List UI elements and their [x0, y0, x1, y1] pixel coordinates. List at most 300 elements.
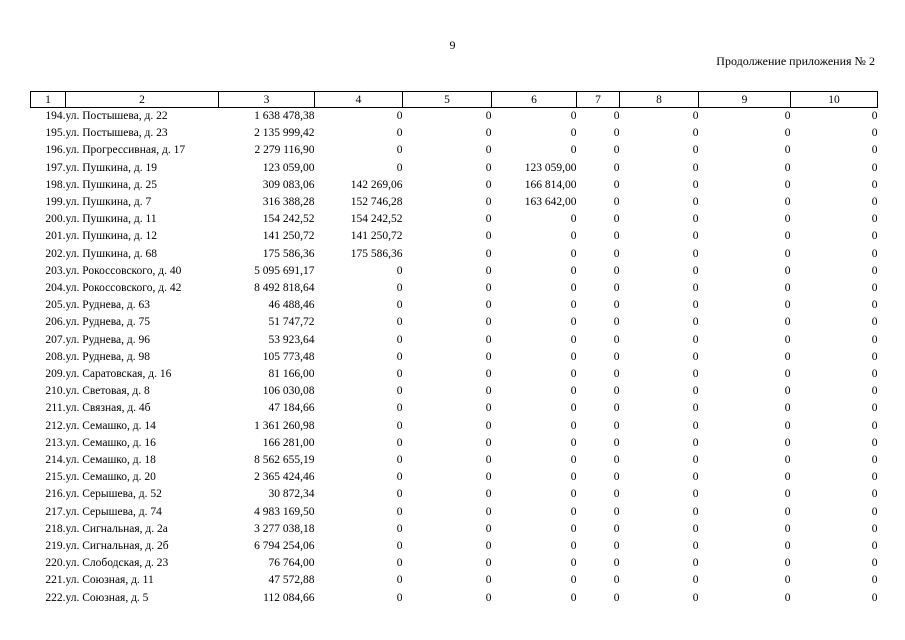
- column-5-cell: 0: [485, 436, 492, 449]
- amount-cell: 105 773,48: [262, 350, 315, 363]
- column-9-cell: 0: [784, 522, 791, 535]
- column-8-cell: 0: [692, 178, 699, 191]
- row-number: 211.: [45, 402, 66, 415]
- column-10-cell: 0: [871, 196, 878, 209]
- row-number: 208.: [45, 350, 66, 363]
- column-10-cell: 0: [871, 419, 878, 432]
- column-5-cell: 0: [485, 471, 492, 484]
- column-10-cell: 0: [871, 247, 878, 260]
- column-7-cell: 0: [613, 213, 620, 226]
- column-7-cell: 0: [613, 574, 620, 587]
- column-9-cell: 0: [784, 144, 791, 157]
- column-10-cell: 0: [871, 471, 878, 484]
- column-header-4: 4: [315, 92, 403, 108]
- table-row: [31, 280, 878, 297]
- column-8-cell: 0: [692, 110, 699, 122]
- address-cell: ул. Пушкина, д. 25: [65, 178, 157, 191]
- address-cell: ул. Световая, д. 8: [65, 385, 150, 398]
- address-cell: ул. Семашко, д. 16: [65, 436, 156, 449]
- page-number: 9: [449, 38, 456, 52]
- column-5-cell: 0: [485, 196, 492, 209]
- row-number: 219.: [45, 540, 66, 553]
- column-5-cell: 0: [485, 540, 492, 553]
- column-header-9: 9: [699, 92, 791, 108]
- column-9-cell: 0: [784, 540, 791, 553]
- row-number: 204.: [45, 282, 66, 295]
- column-8-cell: 0: [692, 471, 699, 484]
- column-8-cell: 0: [692, 454, 699, 467]
- column-header-10: 10: [791, 92, 878, 108]
- amount-cell: 30 872,34: [268, 488, 315, 501]
- table-row: [31, 452, 878, 469]
- address-cell: ул. Пушкина, д. 12: [65, 230, 157, 243]
- column-9-cell: 0: [784, 127, 791, 140]
- row-number: 196.: [45, 144, 66, 157]
- column-4-cell: 0: [396, 488, 403, 501]
- column-8-cell: 0: [692, 282, 699, 295]
- column-7-cell: 0: [613, 540, 620, 553]
- address-cell: ул. Пушкина, д. 11: [65, 213, 157, 226]
- column-4-cell: 0: [396, 350, 403, 363]
- row-number: 209.: [45, 368, 66, 381]
- row-number: 218.: [45, 522, 66, 535]
- column-4-cell: 0: [396, 557, 403, 570]
- table-row: [31, 314, 878, 331]
- column-8-cell: 0: [692, 144, 699, 157]
- address-cell: ул. Руднева, д. 96: [65, 333, 150, 346]
- column-6-cell: 0: [570, 402, 577, 415]
- address-cell: ул. Серышева, д. 52: [65, 488, 162, 501]
- column-5-cell: 0: [485, 488, 492, 501]
- column-10-cell: 0: [871, 385, 878, 398]
- column-10-cell: 0: [871, 161, 878, 174]
- table-row: [31, 160, 878, 177]
- table-body: [31, 108, 878, 607]
- column-6-cell: 0: [570, 264, 577, 277]
- column-9-cell: 0: [784, 419, 791, 432]
- amount-cell: 106 030,08: [262, 385, 315, 398]
- column-10-cell: 0: [871, 110, 878, 122]
- column-9-cell: 0: [784, 385, 791, 398]
- column-10-cell: 0: [871, 350, 878, 363]
- column-8-cell: 0: [692, 557, 699, 570]
- column-4-cell: 0: [396, 540, 403, 553]
- amount-cell: 2 135 999,42: [254, 127, 315, 140]
- column-7-cell: 0: [613, 299, 620, 312]
- data-table: [30, 91, 878, 607]
- amount-cell: 3 277 038,18: [254, 522, 315, 535]
- column-8-cell: 0: [692, 196, 699, 209]
- column-7-cell: 0: [613, 522, 620, 535]
- column-8-cell: 0: [692, 402, 699, 415]
- column-8-cell: 0: [692, 540, 699, 553]
- column-5-cell: 0: [485, 161, 492, 174]
- column-10-cell: 0: [871, 540, 878, 553]
- column-7-cell: 0: [613, 471, 620, 484]
- amount-cell: 8 492 818,64: [254, 282, 315, 295]
- column-6-cell: 0: [570, 385, 577, 398]
- column-9-cell: 0: [784, 488, 791, 501]
- address-cell: ул. Пушкина, д. 68: [65, 247, 157, 260]
- column-9-cell: 0: [784, 178, 791, 191]
- column-8-cell: 0: [692, 299, 699, 312]
- column-5-cell: 0: [485, 385, 492, 398]
- row-number: 198.: [45, 178, 66, 191]
- column-6-cell: 0: [570, 350, 577, 363]
- column-7-cell: 0: [613, 178, 620, 191]
- table-row: [31, 435, 878, 452]
- column-4-cell: 0: [396, 574, 403, 587]
- address-cell: ул. Руднева, д. 75: [65, 316, 150, 329]
- column-9-cell: 0: [784, 350, 791, 363]
- row-number: 206.: [45, 316, 66, 329]
- amount-cell: 154 242,52: [262, 213, 315, 226]
- table-row: [31, 572, 878, 589]
- table-row: [31, 383, 878, 400]
- column-4-cell: 175 586,36: [350, 247, 403, 260]
- column-8-cell: 0: [692, 247, 699, 260]
- column-8-cell: 0: [692, 436, 699, 449]
- column-6-cell: 0: [570, 299, 577, 312]
- column-9-cell: 0: [784, 505, 791, 518]
- column-7-cell: 0: [613, 144, 620, 157]
- table-row: [31, 469, 878, 486]
- column-6-cell: 0: [570, 574, 577, 587]
- column-8-cell: 0: [692, 488, 699, 501]
- address-cell: ул. Связная, д. 4б: [65, 402, 151, 415]
- column-9-cell: 0: [784, 282, 791, 295]
- column-8-cell: 0: [692, 505, 699, 518]
- address-cell: ул. Союзная, д. 11: [65, 574, 154, 587]
- amount-cell: 141 250,72: [262, 230, 315, 243]
- column-4-cell: 0: [396, 127, 403, 140]
- column-5-cell: 0: [485, 282, 492, 295]
- address-cell: ул. Рокоссовского, д. 40: [65, 264, 182, 277]
- table-row: [31, 177, 878, 194]
- row-number: 201.: [45, 230, 66, 243]
- table-row: [31, 228, 878, 245]
- column-9-cell: 0: [784, 316, 791, 329]
- column-4-cell: 141 250,72: [350, 230, 403, 243]
- table-row: [31, 504, 878, 521]
- column-4-cell: 152 746,28: [350, 196, 403, 209]
- row-number: 195.: [45, 127, 66, 140]
- row-number: 202.: [45, 247, 66, 260]
- column-5-cell: 0: [485, 264, 492, 277]
- address-cell: ул. Пушкина, д. 19: [65, 161, 157, 174]
- column-10-cell: 0: [871, 436, 878, 449]
- table-row: [31, 590, 878, 607]
- table-row: [31, 194, 878, 211]
- column-9-cell: 0: [784, 213, 791, 226]
- column-5-cell: 0: [485, 368, 492, 381]
- column-8-cell: 0: [692, 419, 699, 432]
- column-7-cell: 0: [613, 402, 620, 415]
- address-cell: ул. Семашко, д. 18: [65, 454, 156, 467]
- column-6-cell: 0: [570, 247, 577, 260]
- amount-cell: 316 388,28: [262, 196, 315, 209]
- column-7-cell: 0: [613, 196, 620, 209]
- column-9-cell: 0: [784, 402, 791, 415]
- column-9-cell: 0: [784, 574, 791, 587]
- column-4-cell: 0: [396, 436, 403, 449]
- column-6-cell: 0: [570, 333, 577, 346]
- column-6-cell: 123 059,00: [524, 161, 577, 174]
- column-9-cell: 0: [784, 471, 791, 484]
- column-10-cell: 0: [871, 505, 878, 518]
- column-5-cell: 0: [485, 419, 492, 432]
- column-6-cell: 0: [570, 488, 577, 501]
- table-row: [31, 349, 878, 366]
- column-header-7: 7: [577, 92, 620, 108]
- column-10-cell: 0: [871, 178, 878, 191]
- column-7-cell: 0: [613, 385, 620, 398]
- row-number: 199.: [45, 196, 66, 209]
- column-8-cell: 0: [692, 316, 699, 329]
- column-6-cell: 0: [570, 454, 577, 467]
- column-8-cell: 0: [692, 333, 699, 346]
- column-5-cell: 0: [485, 316, 492, 329]
- column-4-cell: 0: [396, 522, 403, 535]
- column-4-cell: 0: [396, 368, 403, 381]
- column-5-cell: 0: [485, 178, 492, 191]
- column-7-cell: 0: [613, 264, 620, 277]
- address-cell: ул. Саратовская, д. 16: [65, 368, 172, 381]
- column-9-cell: 0: [784, 368, 791, 381]
- column-4-cell: 0: [396, 299, 403, 312]
- column-4-cell: 0: [396, 385, 403, 398]
- column-5-cell: 0: [485, 350, 492, 363]
- table-row: [31, 263, 878, 280]
- column-5-cell: 0: [485, 557, 492, 570]
- column-10-cell: 0: [871, 454, 878, 467]
- column-9-cell: 0: [784, 591, 791, 604]
- row-number: 194.: [45, 110, 66, 122]
- appendix-continuation-title: Продолжение приложения № 2: [716, 54, 875, 68]
- row-number: 205.: [45, 299, 66, 312]
- column-10-cell: 0: [871, 299, 878, 312]
- column-6-cell: 0: [570, 127, 577, 140]
- column-7-cell: 0: [613, 505, 620, 518]
- column-5-cell: 0: [485, 127, 492, 140]
- column-4-cell: 0: [396, 505, 403, 518]
- column-9-cell: 0: [784, 161, 791, 174]
- row-number: 200.: [45, 213, 66, 226]
- column-9-cell: 0: [784, 333, 791, 346]
- column-8-cell: 0: [692, 522, 699, 535]
- column-4-cell: 142 269,06: [350, 178, 403, 191]
- column-10-cell: 0: [871, 368, 878, 381]
- column-4-cell: 0: [396, 454, 403, 467]
- address-cell: ул. Рокоссовского, д. 42: [65, 282, 182, 295]
- column-6-cell: 0: [570, 522, 577, 535]
- column-6-cell: 0: [570, 471, 577, 484]
- column-7-cell: 0: [613, 247, 620, 260]
- table-row: [31, 555, 878, 572]
- column-6-cell: 0: [570, 230, 577, 243]
- column-10-cell: 0: [871, 213, 878, 226]
- column-10-cell: 0: [871, 574, 878, 587]
- row-number: 212.: [45, 419, 66, 432]
- column-6-cell: 0: [570, 591, 577, 604]
- column-7-cell: 0: [613, 591, 620, 604]
- column-10-cell: 0: [871, 230, 878, 243]
- column-7-cell: 0: [613, 282, 620, 295]
- row-number: 220.: [45, 557, 66, 570]
- amount-cell: 2 279 116,90: [254, 144, 315, 157]
- column-9-cell: 0: [784, 230, 791, 243]
- column-4-cell: 0: [396, 161, 403, 174]
- column-7-cell: 0: [613, 127, 620, 140]
- table-row: [31, 332, 878, 349]
- column-header-2: 2: [66, 92, 219, 108]
- column-5-cell: 0: [485, 333, 492, 346]
- column-9-cell: 0: [784, 196, 791, 209]
- column-10-cell: 0: [871, 522, 878, 535]
- table-row: [31, 108, 878, 126]
- table-row: [31, 297, 878, 314]
- column-header-5: 5: [403, 92, 492, 108]
- column-9-cell: 0: [784, 557, 791, 570]
- column-8-cell: 0: [692, 230, 699, 243]
- table-row: [31, 211, 878, 228]
- column-9-cell: 0: [784, 454, 791, 467]
- column-9-cell: 0: [784, 110, 791, 122]
- column-8-cell: 0: [692, 350, 699, 363]
- amount-cell: 53 923,64: [268, 333, 315, 346]
- amount-cell: 47 572,88: [268, 574, 315, 587]
- column-6-cell: 0: [570, 557, 577, 570]
- column-10-cell: 0: [871, 488, 878, 501]
- amount-cell: 112 084,66: [263, 591, 315, 604]
- column-10-cell: 0: [871, 316, 878, 329]
- column-7-cell: 0: [613, 454, 620, 467]
- address-cell: ул. Сигнальная, д. 2б: [65, 540, 169, 553]
- column-5-cell: 0: [485, 299, 492, 312]
- column-8-cell: 0: [692, 385, 699, 398]
- column-6-cell: 166 814,00: [524, 178, 577, 191]
- table-row: [31, 142, 878, 159]
- table-row: [31, 486, 878, 503]
- amount-cell: 2 365 424,46: [254, 471, 315, 484]
- address-cell: ул. Постышева, д. 22: [65, 110, 168, 122]
- column-4-cell: 0: [396, 316, 403, 329]
- column-6-cell: 0: [570, 316, 577, 329]
- amount-cell: 46 488,46: [268, 299, 315, 312]
- address-cell: ул. Союзная, д. 5: [65, 591, 149, 604]
- amount-cell: 166 281,00: [262, 436, 315, 449]
- column-5-cell: 0: [485, 110, 492, 122]
- table-header: [31, 92, 878, 108]
- column-5-cell: 0: [485, 247, 492, 260]
- amount-cell: 8 562 655,19: [254, 454, 315, 467]
- column-5-cell: 0: [485, 505, 492, 518]
- column-10-cell: 0: [871, 591, 878, 604]
- column-6-cell: 0: [570, 368, 577, 381]
- column-6-cell: 0: [570, 419, 577, 432]
- header-row: [31, 92, 878, 108]
- address-cell: ул. Семашко, д. 20: [65, 471, 156, 484]
- row-number: 222.: [45, 591, 66, 604]
- address-cell: ул. Руднева, д. 98: [65, 350, 150, 363]
- table-row: [31, 400, 878, 417]
- column-10-cell: 0: [871, 144, 878, 157]
- column-4-cell: 0: [396, 471, 403, 484]
- row-number: 217.: [45, 505, 66, 518]
- column-6-cell: 0: [570, 144, 577, 157]
- column-9-cell: 0: [784, 436, 791, 449]
- column-9-cell: 0: [784, 299, 791, 312]
- column-5-cell: 0: [485, 591, 492, 604]
- column-5-cell: 0: [485, 454, 492, 467]
- column-6-cell: 163 642,00: [524, 196, 577, 209]
- table-row: [31, 521, 878, 538]
- column-4-cell: 154 242,52: [350, 213, 403, 226]
- row-number: 216.: [45, 488, 66, 501]
- column-7-cell: 0: [613, 368, 620, 381]
- column-6-cell: 0: [570, 282, 577, 295]
- column-4-cell: 0: [396, 144, 403, 157]
- column-4-cell: 0: [396, 110, 403, 122]
- column-4-cell: 0: [396, 402, 403, 415]
- column-header-1: 1: [31, 92, 66, 108]
- amount-cell: 4 983 169,50: [254, 505, 315, 518]
- address-cell: ул. Сигнальная, д. 2а: [65, 522, 168, 535]
- row-number: 210.: [45, 385, 66, 398]
- column-10-cell: 0: [871, 127, 878, 140]
- column-header-6: 6: [492, 92, 577, 108]
- amount-cell: 76 764,00: [268, 557, 315, 570]
- column-4-cell: 0: [396, 333, 403, 346]
- column-10-cell: 0: [871, 557, 878, 570]
- amount-cell: 47 184,66: [268, 402, 315, 415]
- column-7-cell: 0: [613, 557, 620, 570]
- column-5-cell: 0: [485, 230, 492, 243]
- amount-cell: 175 586,36: [262, 247, 315, 260]
- amount-cell: 1 638 478,38: [254, 110, 315, 122]
- column-header-8: 8: [620, 92, 699, 108]
- column-4-cell: 0: [396, 419, 403, 432]
- address-cell: ул. Слободская, д. 23: [65, 557, 169, 570]
- table-row: [31, 125, 878, 142]
- amount-cell: 123 059,00: [262, 161, 315, 174]
- column-7-cell: 0: [613, 350, 620, 363]
- table-row: [31, 246, 878, 263]
- column-header-3: 3: [219, 92, 315, 108]
- column-10-cell: 0: [871, 402, 878, 415]
- column-6-cell: 0: [570, 540, 577, 553]
- amount-cell: 1 361 260,98: [254, 419, 315, 432]
- column-7-cell: 0: [613, 110, 620, 122]
- column-5-cell: 0: [485, 144, 492, 157]
- column-8-cell: 0: [692, 264, 699, 277]
- row-number: 214.: [45, 454, 66, 467]
- column-4-cell: 0: [396, 282, 403, 295]
- column-4-cell: 0: [396, 591, 403, 604]
- row-number: 207.: [45, 333, 66, 346]
- amount-cell: 51 747,72: [268, 316, 315, 329]
- column-10-cell: 0: [871, 282, 878, 295]
- column-8-cell: 0: [692, 127, 699, 140]
- column-5-cell: 0: [485, 522, 492, 535]
- row-number: 221.: [45, 574, 66, 587]
- column-4-cell: 0: [396, 264, 403, 277]
- row-number: 215.: [45, 471, 66, 484]
- column-7-cell: 0: [613, 230, 620, 243]
- row-number: 203.: [45, 264, 66, 277]
- address-cell: ул. Постышева, д. 23: [65, 127, 168, 140]
- column-7-cell: 0: [613, 488, 620, 501]
